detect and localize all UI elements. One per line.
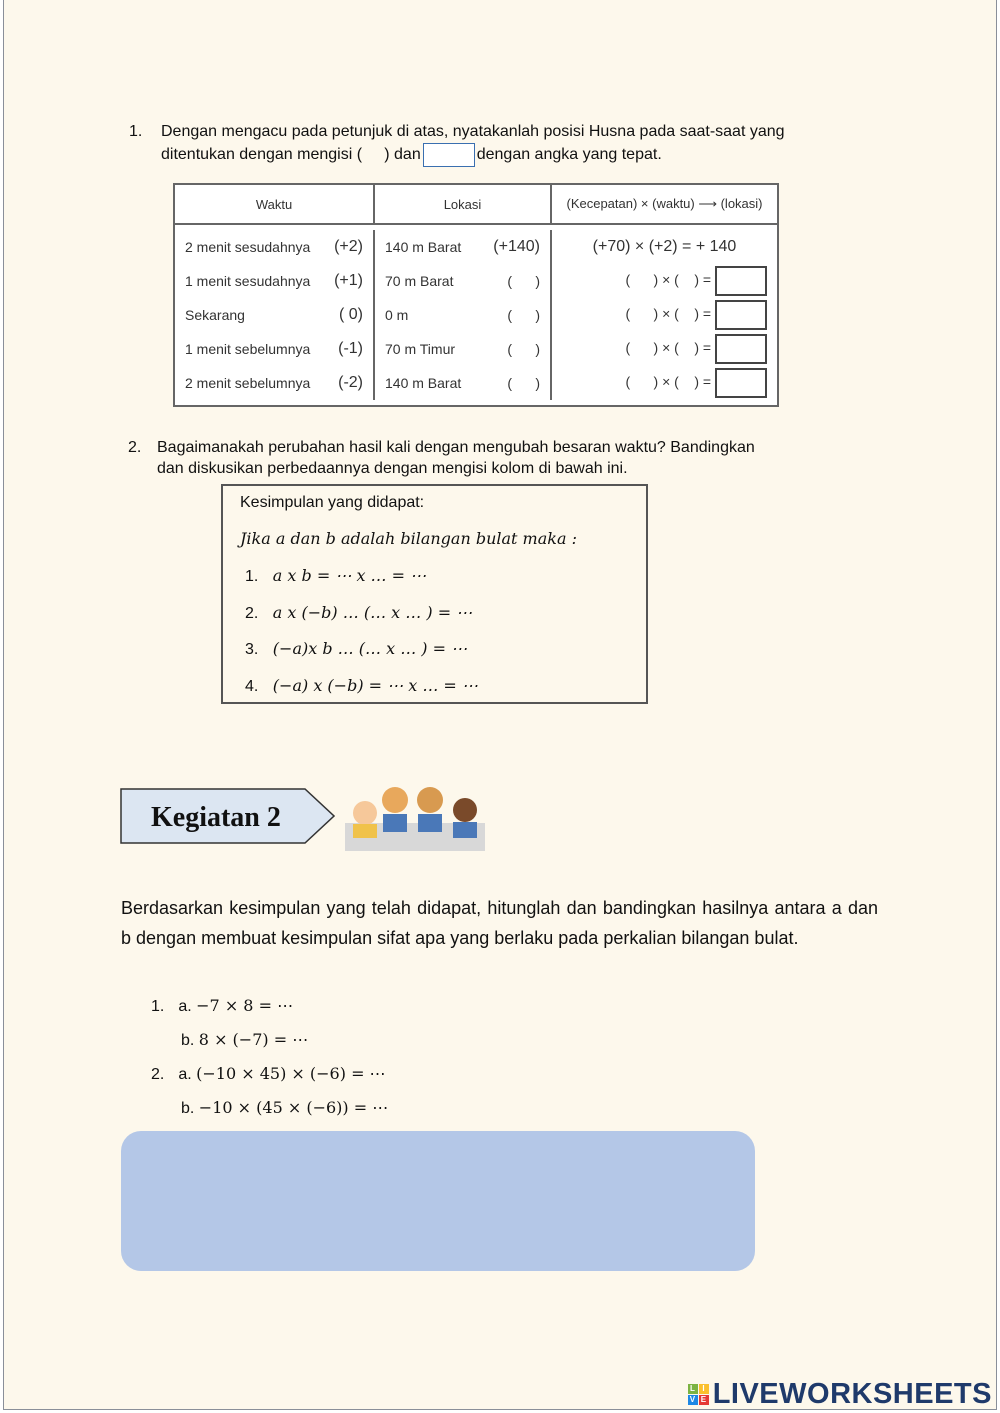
question-1-line2	[161, 143, 662, 167]
table-row	[174, 264, 778, 298]
lokasi-label: 0 m	[385, 307, 409, 323]
waktu-label: Sekarang	[185, 307, 245, 323]
question-1-number: 1.	[129, 123, 143, 140]
conclusion-intro: Jika a dan b adalah bilangan bulat maka :	[240, 529, 577, 548]
lokasi-label: 70 m Timur	[385, 341, 456, 357]
result-input[interactable]	[715, 334, 767, 364]
waktu-value: (-1)	[338, 340, 363, 357]
lokasi-input[interactable]: ( )	[507, 307, 540, 323]
formula-inputs[interactable]: ( ) × ( ) =	[625, 373, 712, 390]
waktu-label: 2 menit sesudahnya	[185, 239, 311, 255]
waktu-label: 2 menit sebelumnya	[185, 375, 311, 391]
lokasi-input[interactable]: ( )	[507, 341, 540, 357]
waktu-value: (+1)	[334, 272, 363, 289]
lokasi-value: (+140)	[493, 238, 540, 255]
result-input[interactable]	[715, 300, 767, 330]
question-2-line1: Bagaimanakah perubahan hasil kali dengan mengubah besaran waktu? Bandingkan	[157, 439, 755, 456]
logo-icon: L I V E	[688, 1384, 709, 1405]
table-row	[174, 366, 778, 400]
exercise-2b: −10 × (45 × (−6)) = ⋯	[198, 1098, 389, 1117]
item-number: 4.	[245, 678, 259, 695]
lokasi-input[interactable]: ( )	[507, 273, 540, 289]
formula-inputs[interactable]: ( ) × ( ) =	[625, 305, 712, 322]
lokasi-label: 70 m Barat	[385, 273, 454, 289]
position-table	[173, 183, 779, 407]
answer-textarea[interactable]	[121, 1131, 755, 1271]
activity-title: Kegiatan 2	[151, 802, 281, 833]
table-row	[174, 230, 778, 264]
header-waktu: Waktu	[174, 184, 374, 224]
conclusion-title: Kesimpulan yang didapat:	[240, 494, 425, 511]
liveworksheets-logo	[688, 1378, 992, 1411]
formula: (+70) × (+2) = + 140	[551, 230, 778, 264]
exercise-label: a.	[178, 998, 192, 1015]
question-2-number: 2.	[128, 439, 142, 456]
exercise-2a: (−10 × 45) × (−6) = ⋯	[196, 1064, 386, 1083]
question-2-line2: dan diskusikan perbedaannya dengan mengisi kolom di bawah ini.	[157, 460, 628, 477]
lokasi-input[interactable]: ( )	[507, 375, 540, 391]
result-input[interactable]	[715, 368, 767, 398]
lokasi-label: 140 m Barat	[385, 239, 462, 255]
waktu-value: (-2)	[338, 374, 363, 391]
example-answer-box	[423, 143, 475, 167]
exercise-label: a.	[178, 1066, 192, 1083]
students-illustration	[335, 778, 495, 854]
table-row	[174, 332, 778, 366]
question-1-line1: Dengan mengacu pada petunjuk di atas, nyatakanlah posisi Husna pada saat-saat yang	[161, 123, 785, 140]
item-number: 1.	[245, 568, 259, 585]
exercise-number: 2.	[151, 1066, 165, 1083]
conclusion-expr-1[interactable]: a x b = ⋯ x … = ⋯	[272, 566, 427, 585]
question-1-text-a: ditentukan dengan mengisi ( ) dan	[161, 146, 421, 164]
waktu-value: ( 0)	[339, 306, 363, 323]
exercise-label: b.	[181, 1032, 195, 1049]
conclusion-box	[221, 484, 648, 704]
activity-intro: Berdasarkan kesimpulan yang telah didapat, hitunglah dan bandingkan hasilnya antara a dan b dengan membuat kesimpulan sifat apa yang berlaku pada perkalian bilangan bulat.	[121, 898, 878, 948]
conclusion-expr-2[interactable]: a x (−b) … (… x … ) = ⋯	[272, 603, 473, 622]
waktu-label: 1 menit sebelumnya	[185, 341, 311, 357]
table-header-row	[174, 184, 778, 224]
exercise-number: 1.	[151, 998, 165, 1015]
conclusion-expr-4[interactable]: (−a) x (−b) = ⋯ x … = ⋯	[272, 676, 478, 695]
exercise-label: b.	[181, 1100, 195, 1117]
exercise-1b: 8 × (−7) = ⋯	[198, 1030, 309, 1049]
table-row	[174, 298, 778, 332]
waktu-label: 1 menit sesudahnya	[185, 273, 311, 289]
waktu-value: (+2)	[334, 238, 363, 255]
header-lokasi: Lokasi	[374, 184, 551, 224]
header-formula: (Kecepatan) × (waktu) ⟶ (lokasi)	[551, 184, 778, 224]
conclusion-expr-3[interactable]: (−a)x b … (… x … ) = ⋯	[272, 639, 468, 658]
formula-inputs[interactable]: ( ) × ( ) =	[625, 271, 712, 288]
result-input[interactable]	[715, 266, 767, 296]
exercise-1a: −7 × 8 = ⋯	[196, 996, 294, 1015]
item-number: 2.	[245, 605, 259, 622]
lokasi-label: 140 m Barat	[385, 375, 462, 391]
item-number: 3.	[245, 641, 259, 658]
question-1-text-b: dengan angka yang tepat.	[476, 146, 662, 164]
formula-inputs[interactable]: ( ) × ( ) =	[625, 339, 712, 356]
logo-text: LIVEWORKSHEETS	[712, 1378, 992, 1410]
